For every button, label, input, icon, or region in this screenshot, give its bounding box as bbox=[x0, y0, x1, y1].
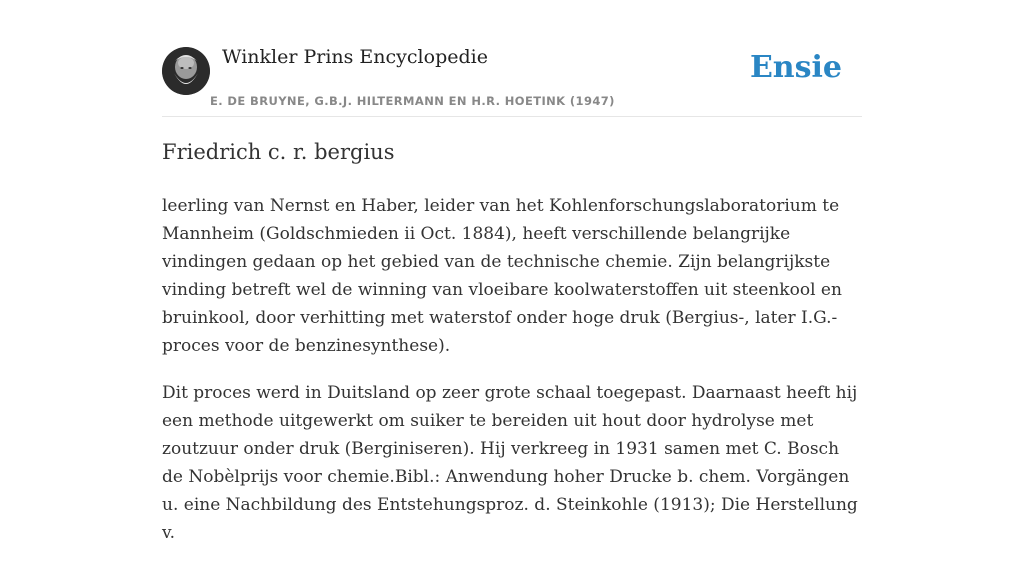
entry-body bbox=[162, 192, 862, 566]
entry-paragraph: Dit proces werd in Duitsland op zeer grote schaal toegepast. Daarnaast heeft hij een methode uitgewerkt om suiker te bereiden uit hout door hydrolyse met zoutzuur onder druk (Berginiseren). Hij verkreeg in 1931 samen met C. Bosch de Nobèlprijs voor chemie.Bibl.: Anwendung hoher Drucke b. chem. Vorgängen u. eine Nachbildung des Entstehungsproz. d. Steinkohle (1913); Die Herstellung v. bbox=[162, 383, 858, 543]
entry-title: Friedrich c. r. bergius bbox=[162, 140, 395, 164]
ensie-logo[interactable]: Ensie bbox=[749, 50, 842, 85]
page bbox=[162, 0, 862, 543]
book-header bbox=[162, 0, 862, 117]
entry-paragraph: leerling van Nernst en Haber, leider van het Kohlenforschungslaboratorium te Mannheim (Goldschmieden ii Oct. 1884), heeft verschillende belangrijke vindingen gedaan op het gebied van de technische chemie. Zijn belangrijkste vinding betreft wel de winning van vloeibare koolwaterstoffen uit steenkool en bruinkool, door verhitting met waterstof onder hoge druk (Bergius-, later I.G.-proces voor de benzinesynthese). bbox=[162, 196, 842, 356]
author-portrait-icon bbox=[162, 47, 210, 95]
book-title[interactable]: Winkler Prins Encyclopedie bbox=[222, 46, 488, 68]
book-authors: E. DE BRUYNE, G.B.J. HILTERMANN EN H.R. HOETINK (1947) bbox=[210, 94, 615, 108]
